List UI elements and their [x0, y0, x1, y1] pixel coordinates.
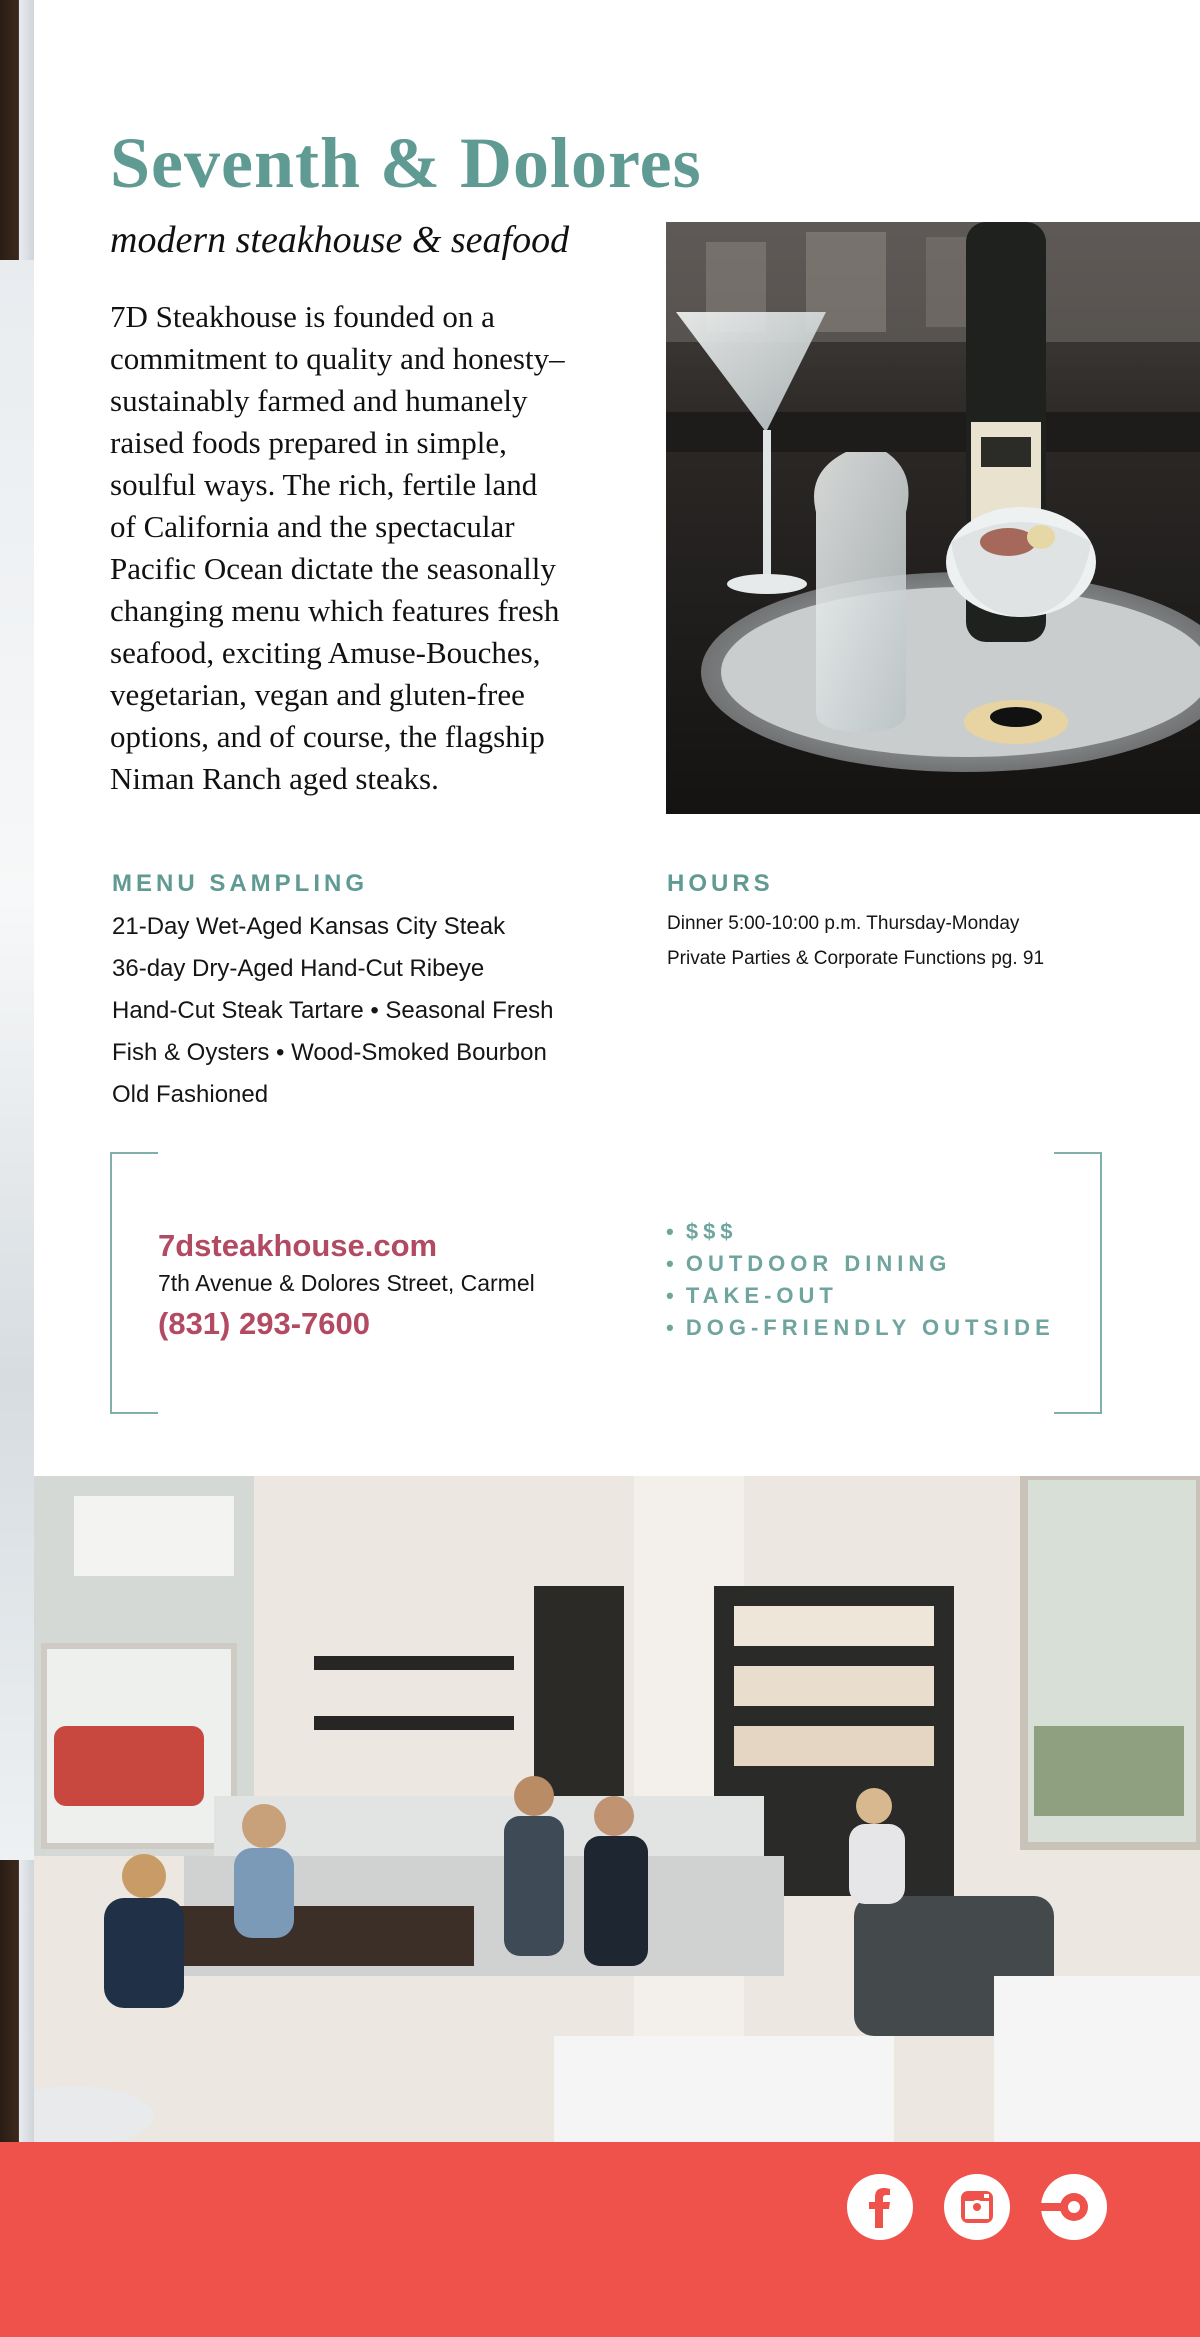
website-link[interactable]: 7dsteakhouse.com — [158, 1228, 438, 1263]
phone-link[interactable]: (831) 293-7600 — [158, 1306, 370, 1341]
intro-line: commitment to quality and honesty– — [110, 341, 565, 376]
features-list — [666, 1216, 1055, 1344]
feature-item: • DOG-FRIENDLY OUTSIDE — [666, 1312, 1055, 1344]
footer-bar — [0, 2142, 1200, 2337]
menu-sampling-list — [112, 906, 632, 1116]
instagram-link[interactable] — [944, 2174, 1010, 2240]
intro-line: vegetarian, vegan and gluten-free — [110, 677, 525, 712]
menu-item: Old Fashioned — [112, 1081, 269, 1108]
hours-line: Private Parties & Corporate Functions pg. 91 — [667, 948, 1045, 969]
intro-line: seafood, exciting Amuse-Bouches, — [110, 635, 541, 670]
intro-line: changing menu which features fresh — [110, 593, 560, 628]
feature-item: • $$$ — [666, 1216, 1055, 1248]
intro-line: Pacific Ocean dictate the seasonally — [110, 551, 556, 586]
intro-line: sustainably farmed and humanely — [110, 383, 528, 418]
menu-item: 21-Day Wet-Aged Kansas City Steak — [112, 913, 506, 940]
instagram-icon — [944, 2174, 1010, 2240]
intro-line: Niman Ranch aged steaks. — [110, 761, 439, 796]
dining-room-illustration — [34, 1476, 1200, 2142]
intro-line: 7D Steakhouse is founded on a — [110, 299, 495, 334]
hours-list — [667, 906, 1187, 976]
intro-paragraph — [110, 296, 650, 800]
yelp-link[interactable] — [1041, 2174, 1107, 2240]
menu-sampling-heading: MENU SAMPLING — [112, 870, 368, 897]
hours-heading: HOURS — [667, 870, 774, 897]
feature-item: • TAKE-OUT — [666, 1280, 1055, 1312]
hours-line: Dinner 5:00-10:00 p.m. Thursday-Monday — [667, 913, 1020, 934]
address: 7th Avenue & Dolores Street, Carmel — [158, 1270, 535, 1296]
left-edge-photo — [0, 0, 34, 2142]
page-title: Seventh & Dolores — [110, 123, 702, 203]
menu-item: 36-day Dry-Aged Hand-Cut Ribeye — [112, 955, 485, 982]
right-bracket — [1054, 1152, 1102, 1414]
left-bracket — [110, 1152, 158, 1414]
intro-line: options, and of course, the flagship — [110, 719, 545, 754]
menu-item: Hand-Cut Steak Tartare • Seasonal Fresh — [112, 997, 554, 1024]
intro-line: of California and the spectacular — [110, 509, 515, 544]
page-subtitle: modern steakhouse & seafood — [110, 219, 570, 261]
plate-edge — [0, 260, 34, 1860]
feature-item: • OUTDOOR DINING — [666, 1248, 1055, 1280]
menu-item: Fish & Oysters • Wood-Smoked Bourbon — [112, 1039, 547, 1066]
facebook-icon — [847, 2174, 913, 2240]
dining-room-photo — [34, 1476, 1200, 2142]
intro-line: soulful ways. The rich, fertile land — [110, 467, 538, 502]
yelp-icon — [1041, 2174, 1107, 2240]
cocktail-photo — [666, 222, 1200, 814]
cocktail-illustration — [666, 222, 1200, 814]
facebook-link[interactable] — [847, 2174, 913, 2240]
intro-line: raised foods prepared in simple, — [110, 425, 507, 460]
